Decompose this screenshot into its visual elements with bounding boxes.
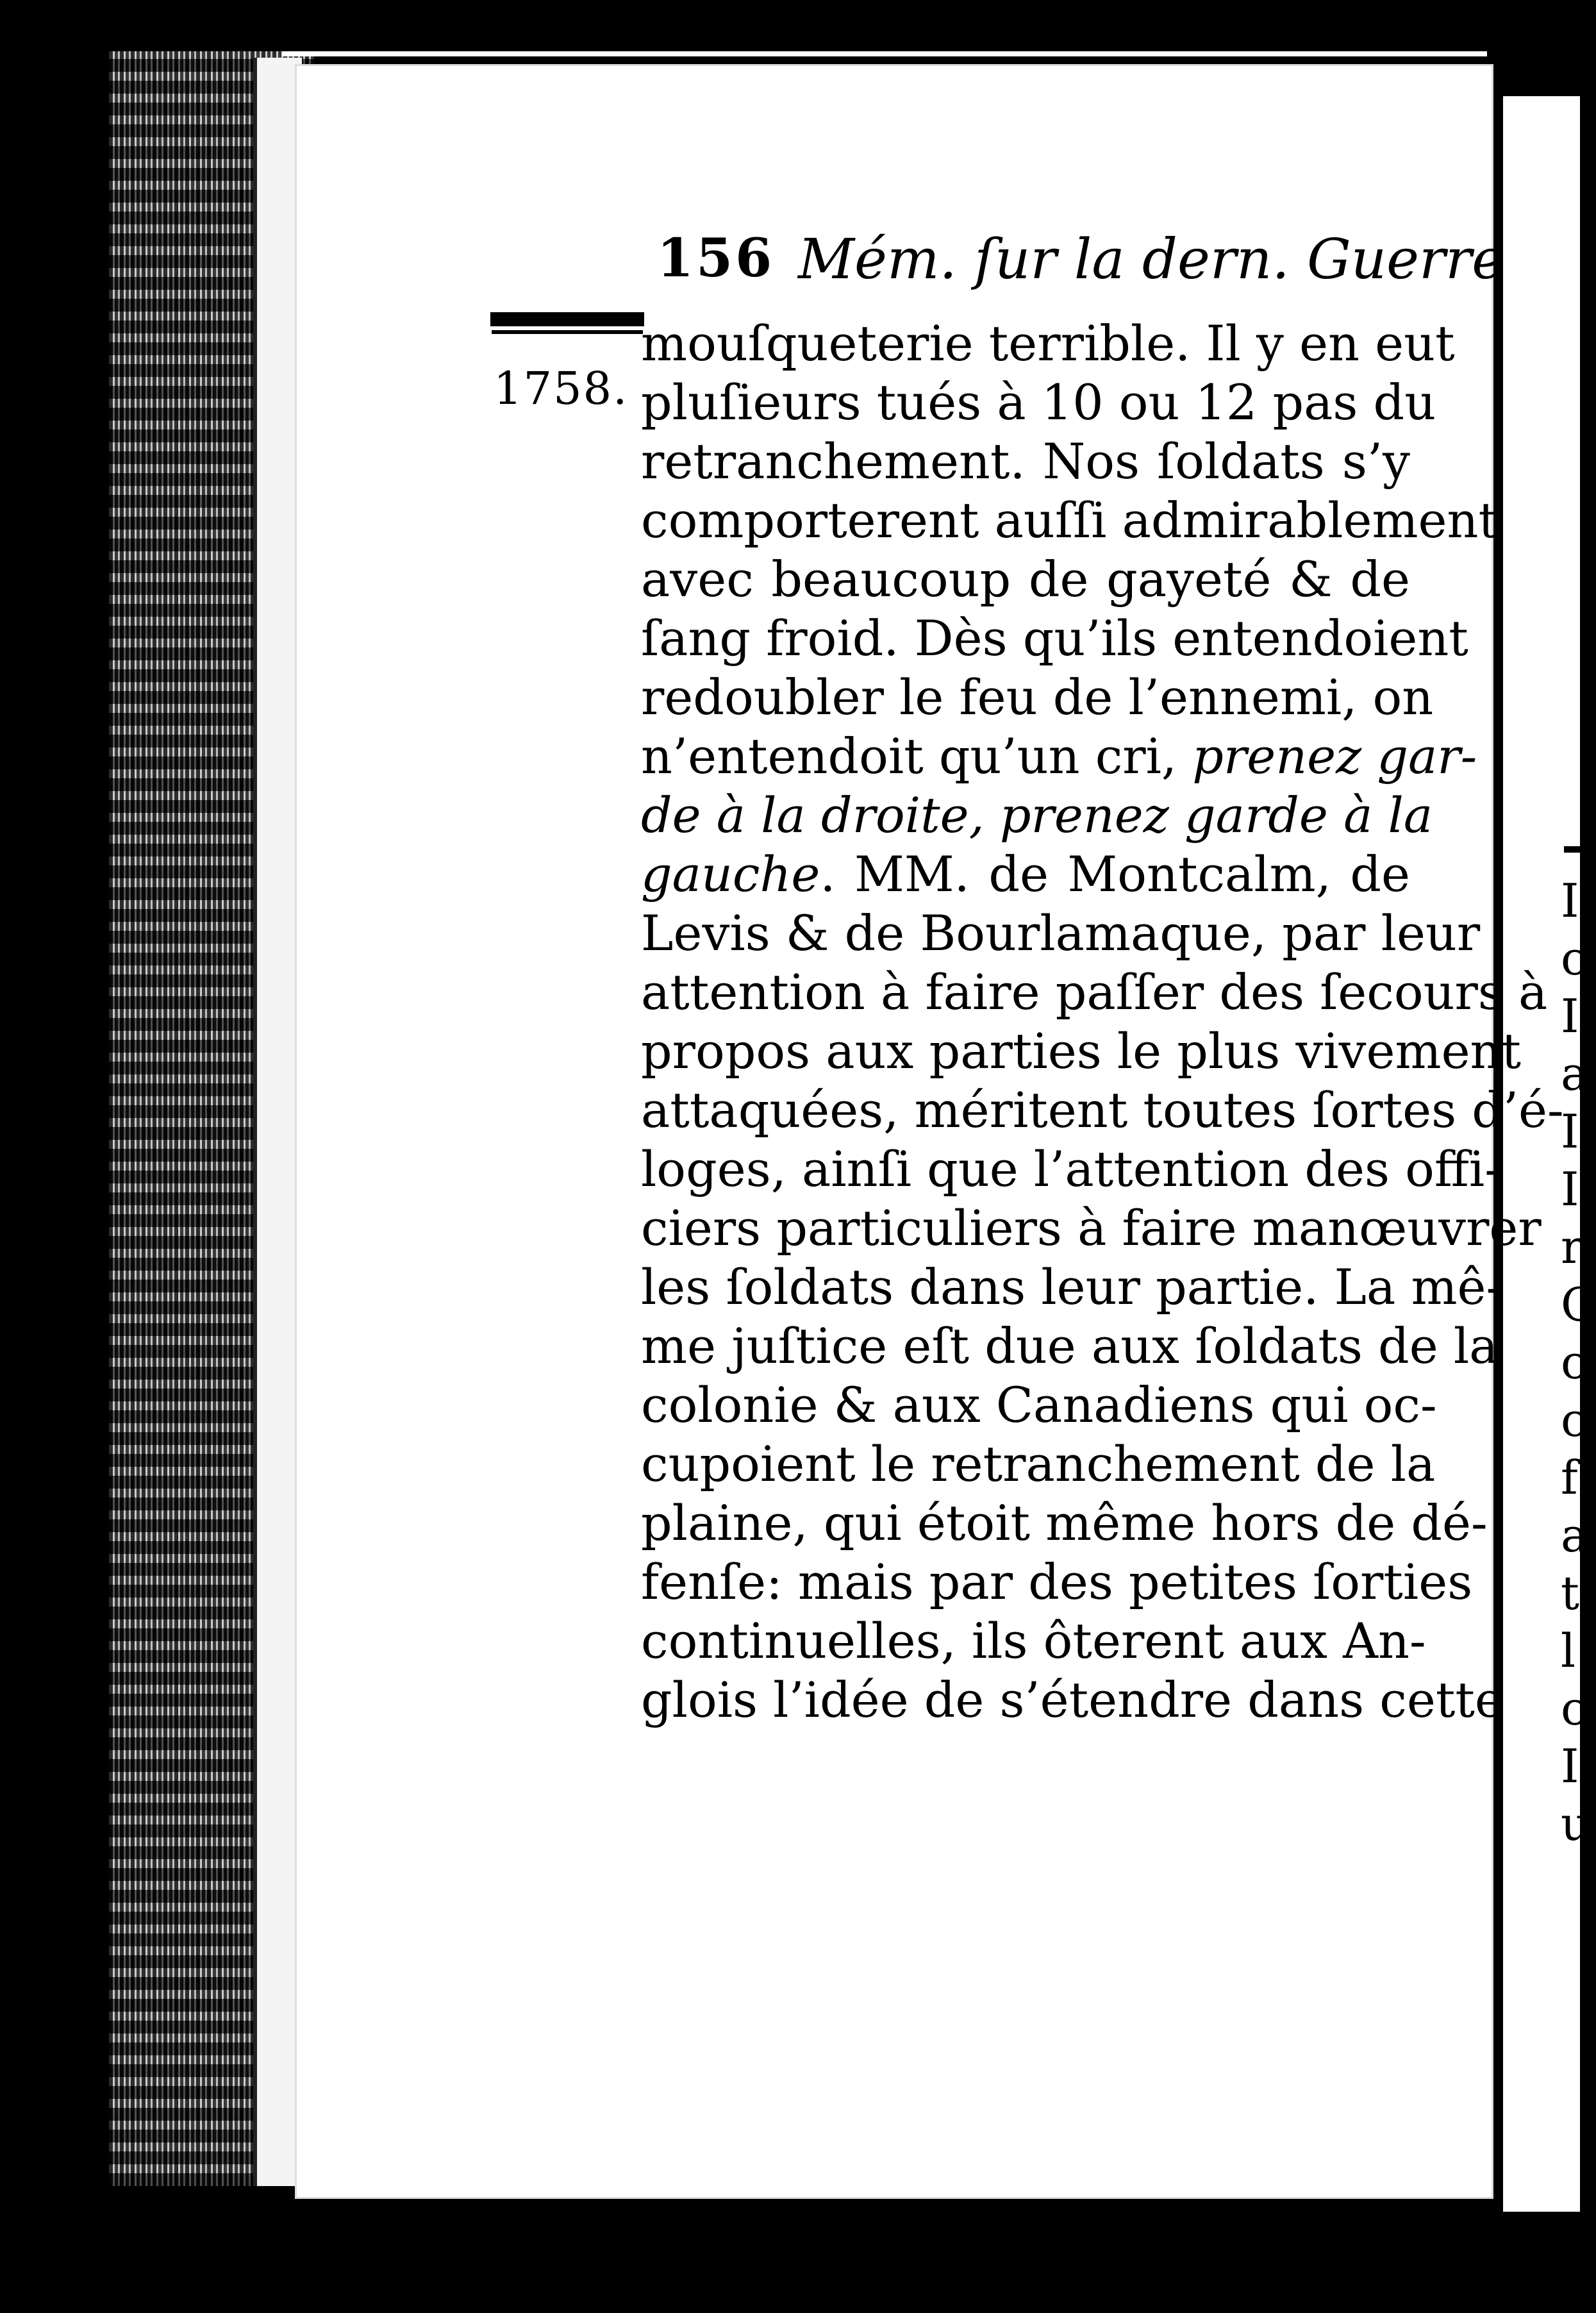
text-segment: prenez gar- [1192, 728, 1477, 785]
facing-page-fragment: c [1561, 1682, 1587, 1735]
margin-year: 1758. [494, 362, 629, 415]
text-line [641, 1376, 1437, 1435]
text-segment: attaquées, méritent toutes ſortes d’é- [641, 1081, 1564, 1139]
text-line [641, 668, 1434, 727]
text-line [641, 1199, 1542, 1258]
text-segment: ciers particuliers à faire manœuvrer [641, 1199, 1542, 1257]
text-line [641, 904, 1481, 963]
text-segment: Levis & de Bourlamaque, par leur [641, 905, 1481, 962]
facing-page-fragment: u [1561, 1797, 1591, 1851]
text-line [641, 609, 1468, 668]
text-segment: pluſieurs tués à 10 ou 12 pas du [641, 374, 1436, 431]
facing-page-fragment: I [1561, 1105, 1579, 1158]
facing-page-fragment: I [1561, 1739, 1579, 1793]
text-segment: cupoient le retranchement de la [641, 1435, 1436, 1492]
text-line [641, 432, 1410, 491]
facing-page-fragment: I [1561, 874, 1579, 928]
text-line [641, 845, 1410, 904]
text-line [641, 727, 1477, 786]
text-segment: n’entendoit qu’un cri, [641, 728, 1193, 785]
facing-page-fragment: r [1561, 1220, 1583, 1274]
text-segment: les ſoldats dans leur partie. La mê- [641, 1258, 1503, 1315]
text-line [641, 1317, 1499, 1376]
text-segment: gauche [641, 846, 820, 903]
text-line [641, 786, 1433, 845]
text-line [641, 1671, 1504, 1730]
text-segment: ſang froid. Dès qu’ils entendoient [641, 610, 1468, 667]
facing-page-fragment: C [1561, 1278, 1596, 1332]
page-top-edge [282, 51, 1487, 56]
text-line [641, 1553, 1473, 1612]
text-line [641, 373, 1436, 432]
text-segment: redoubler le feu de l’ennemi, on [641, 669, 1434, 726]
text-segment: comporterent auſſi admirablement [641, 492, 1499, 549]
text-segment: attention à faire paſſer des ſecours à [641, 964, 1548, 1021]
text-segment: avec beaucoup de gayeté & de [641, 551, 1410, 608]
facing-page-fragment: c [1561, 1335, 1587, 1389]
text-line [641, 1081, 1564, 1140]
facing-page-fragment: a [1561, 1508, 1588, 1562]
facing-page-fragment: t [1561, 1566, 1579, 1620]
facing-page-fragment: c [1561, 931, 1587, 985]
text-segment: colonie & aux Canadiens qui oc- [641, 1376, 1437, 1433]
body-text [641, 314, 1564, 1730]
text-line [641, 1258, 1503, 1317]
page-number: 156 [657, 228, 775, 289]
running-title: Mém. ſur la dern. Guerre [798, 228, 1505, 292]
facing-page-sliver [1503, 96, 1596, 2212]
text-segment: retranchement. Nos ſoldats s’y [641, 433, 1410, 490]
text-line [641, 1435, 1436, 1494]
text-line [641, 1022, 1522, 1081]
facing-page-fragment: c [1561, 1393, 1587, 1447]
facing-page-fragment: f [1561, 1451, 1578, 1505]
text-line [641, 963, 1548, 1022]
facing-page-fragment: a [1561, 1047, 1588, 1101]
text-segment: de à la droite, prenez garde à la [641, 787, 1433, 844]
text-segment: glois l’idée de s’étendre dans cette [641, 1671, 1504, 1728]
text-segment: fenſe: mais par des petites ſorties [641, 1553, 1473, 1610]
text-line [641, 1494, 1488, 1553]
margin-rule [490, 312, 644, 330]
text-segment: propos aux parties le plus vivement [641, 1023, 1522, 1080]
text-segment: mouſqueterie terrible. Il y en eut [641, 315, 1455, 372]
text-line [641, 550, 1410, 609]
text-line [641, 491, 1499, 550]
text-line [641, 1140, 1501, 1199]
text-line [641, 314, 1455, 373]
text-segment: continuelles, ils ôterent aux An- [641, 1612, 1426, 1669]
text-line [641, 1612, 1426, 1671]
facing-page-fragment: I [1561, 1162, 1579, 1216]
text-segment: me juſtice eſt due aux ſoldats de la [641, 1317, 1499, 1374]
facing-page-fragment: l [1561, 1624, 1576, 1678]
facing-page-mark [1564, 846, 1580, 853]
facing-page-fragment: I [1561, 989, 1579, 1043]
text-segment: plaine, qui étoit même hors de dé- [641, 1494, 1488, 1551]
text-segment: loges, ainſi que l’attention des offi- [641, 1140, 1501, 1198]
page-header [657, 228, 1505, 298]
text-segment: . MM. de Montcalm, de [820, 846, 1410, 903]
